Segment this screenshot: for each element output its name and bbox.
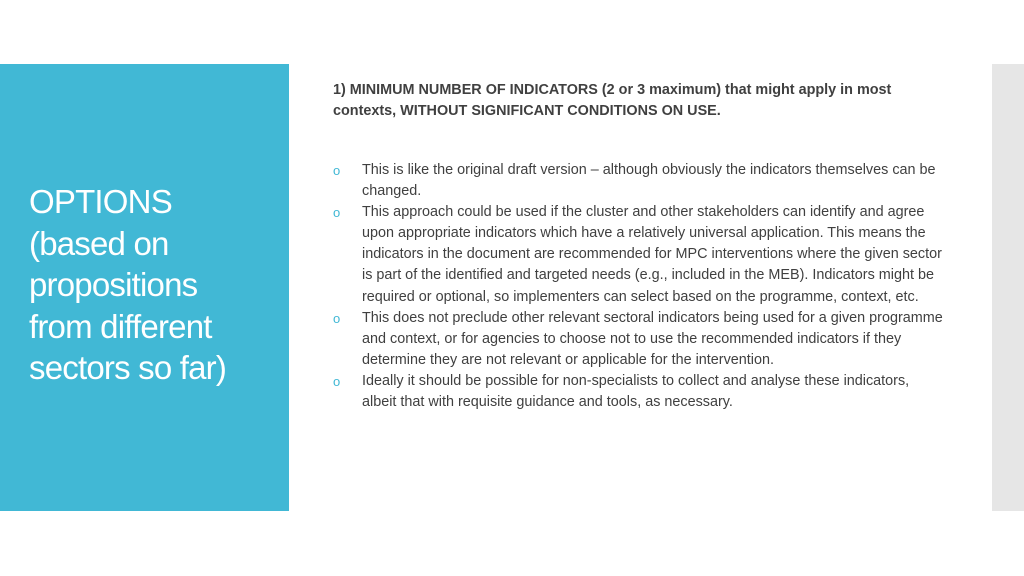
bullet-item <box>333 371 943 413</box>
slide-title: OPTIONS (based on propositions from different sectors so far) <box>29 183 227 386</box>
bullet-circle-icon: o <box>333 163 341 178</box>
bullet-circle-icon: o <box>333 310 341 326</box>
side-bar <box>992 64 1024 511</box>
bullet-text: This does not preclude other relevant sectoral indicators being used for a given programme and context, or for agencies to choose not to use the recommended indicators if they determine they are not relevant or applicable for the intervention. <box>362 309 943 368</box>
bullet-list <box>333 160 943 413</box>
bullet-item <box>333 308 943 371</box>
bullet-text: This approach could be used if the cluster and other stakeholders can identify and agree upon appropriate indicators which have a relatively universal application. This means the indicators in the document are recommended for MPC interventions where the given sector is part of the identified and targeted needs (e.g., included in the MEB). Indicators might be required or optional, so implementers can select based on the programme, context, etc. <box>362 204 942 305</box>
bullet-text: This is like the original draft version – although obviously the indicators themselves can be changed. <box>362 162 936 200</box>
bullet-circle-icon: o <box>333 205 341 221</box>
bullet-item <box>333 160 943 202</box>
bullet-item <box>333 202 943 307</box>
bullet-circle-icon: o <box>333 373 341 389</box>
option-heading: 1) MINIMUM NUMBER OF INDICATORS (2 or 3 maximum) that might apply in most contexts, WITHOUT SIGNIFICANT CONDITIONS ON USE. <box>333 82 892 119</box>
bullet-text: Ideally it should be possible for non-specialists to collect and analyse these indicators, albeit that with requisite guidance and tools, as necessary. <box>362 372 910 411</box>
